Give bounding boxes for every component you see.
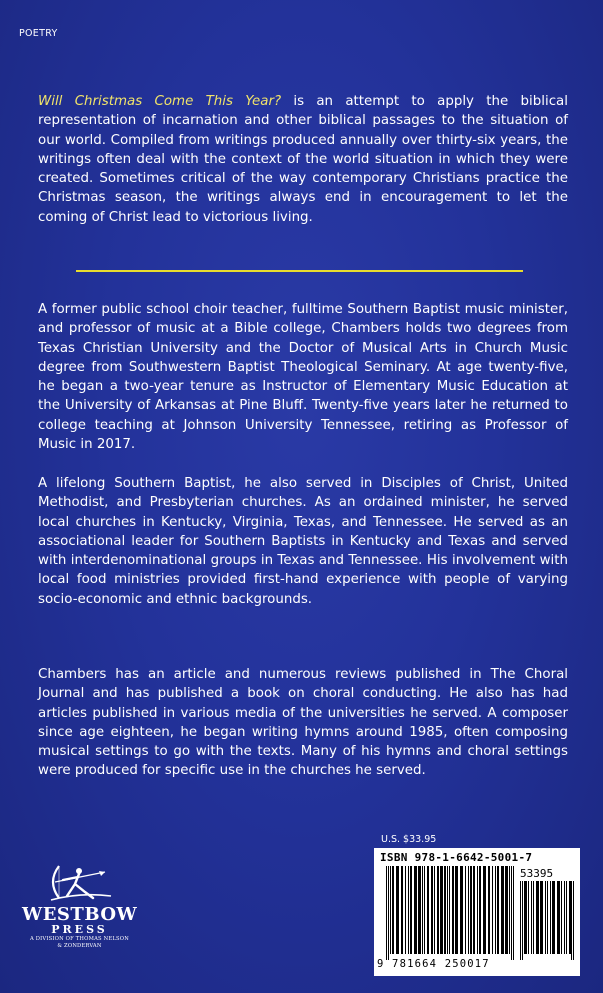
publisher-division-2: & ZONDERVAN — [57, 942, 102, 949]
author-bio-paragraph-3 — [38, 665, 568, 781]
archer-icon — [45, 862, 115, 902]
isbn-barcode — [374, 848, 580, 976]
publisher-division-1: A DIVISION OF THOMAS NELSON — [30, 936, 129, 942]
barcode-ean-number: 9 781664 250017 — [377, 958, 490, 970]
divider-line — [76, 270, 523, 272]
category-label: POETRY — [19, 28, 58, 39]
blurb-text: is an attempt to apply the biblical representation of incarnation and other biblical passages to the situation of our world. Compiled from writings produced annually over thirty-six years, the writings often deal with the context of the world situation in which they were created. Sometimes critical of the way contemporary Christians practice the Christmas season, the writings always end in encouragement to let the coming of Christ lead to victorious living. — [38, 94, 568, 225]
author-bio-paragraph-2 — [38, 474, 568, 609]
isbn-label: ISBN 978-1-6642-5001-7 — [380, 851, 533, 864]
bio-text: A former public school choir teacher, fulltime Southern Baptist music minister, and professor of music at a Bible college, Chambers holds two degrees from Texas Christian University and the Doctor of Musical Arts in Church Music degree from Southwestern Baptist Theological Seminary. At age twenty-five, he began a two-year tenure as Instructor of Elementary Music Education at the University of Arkansas at Pine Bluff. Twenty-five years later he returned to college teaching at Johnson University Tennessee, retiring as Professor of Music in 2017. — [38, 302, 568, 453]
book-blurb — [38, 92, 568, 227]
publisher-name: WESTBOW — [22, 904, 138, 925]
publisher-press: PRESS — [51, 923, 108, 936]
bio-text: A lifelong Southern Baptist, he also served in Disciples of Christ, United Methodist, and Presbyterian churches. As an ordained minister, he served local churches in Kentucky, Virginia, Texas, and Tennessee. He served as an associational leader for Southern Baptists in Kentucky and Texas and served with interdenominational groups in Texas and Tennessee. His involvement with local food ministries provided first-hand experience with people of varying socio-economic and ethnic backgrounds. — [38, 476, 568, 607]
price-label: U.S. $33.95 — [381, 834, 437, 845]
bio-text: Chambers has an article and numerous reviews published in The Choral Journal and has published a book on choral conducting. He also has had articles published in various media of the universities he served. A composer since age eighteen, he began writing hymns around 1985, often composing musical settings to go with the texts. Many of his hymns and choral settings were produced for specific use in the churches he served. — [38, 667, 568, 779]
author-bio-paragraph-1 — [38, 300, 568, 454]
publisher-logo — [22, 862, 137, 972]
barcode-addon-number: 53395 — [520, 867, 554, 880]
book-title: Will Christmas Come This Year? — [38, 94, 282, 109]
